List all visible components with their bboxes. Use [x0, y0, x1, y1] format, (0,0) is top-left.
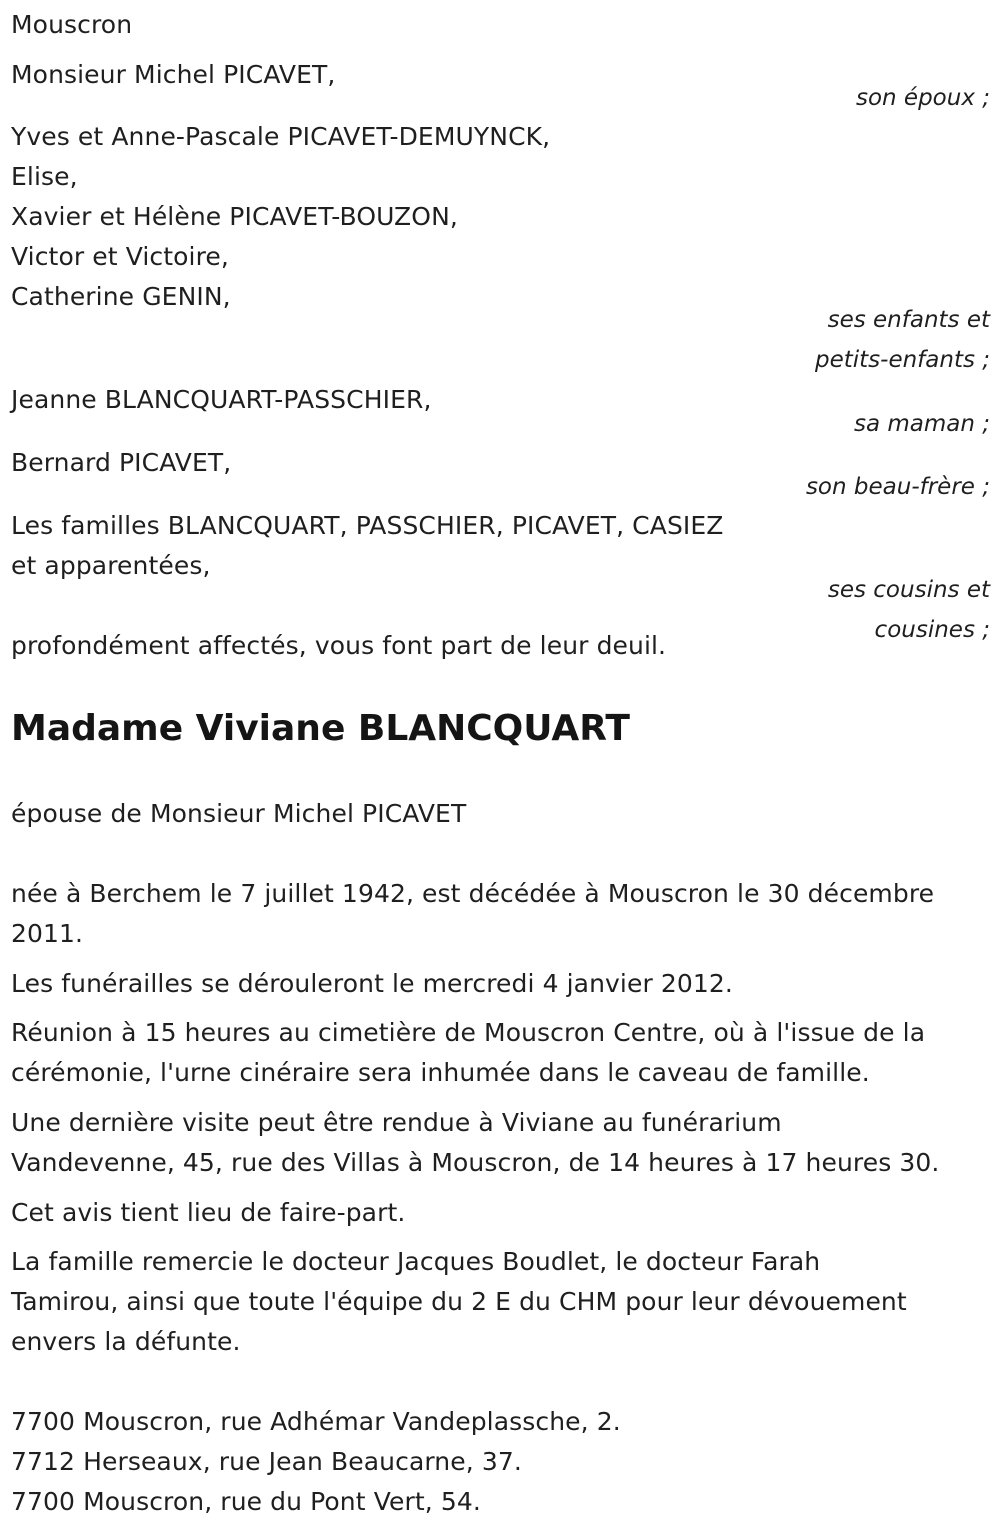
spouse-of-line: épouse de Monsieur Michel PICAVET [11, 799, 467, 828]
children-role-line-1: ses enfants et [827, 307, 990, 333]
brother-in-law-role: son beau-frère ; [805, 474, 990, 500]
meeting-line-1: Réunion à 15 heures au cimetière de Mouscron Centre, où à l'issue de la [11, 1018, 926, 1047]
closing-line: profondément affectés, vous font part de leur deuil. [11, 631, 667, 660]
spouse-name: Monsieur Michel PICAVET, [11, 60, 336, 89]
families-role-line-2: cousines ; [874, 617, 990, 643]
notice-line: Cet avis tient lieu de faire-part. [11, 1198, 406, 1227]
child-line-5: Catherine GENIN, [11, 282, 231, 311]
visit-line-1: Une dernière visite peut être rendue à Viviane au funérarium [11, 1108, 782, 1137]
location-heading: Mouscron [11, 10, 133, 39]
address-line-1: 7700 Mouscron, rue Adhémar Vandeplassche, 2. [11, 1407, 621, 1436]
thanks-line-1: La famille remercie le docteur Jacques Boudlet, le docteur Farah [11, 1247, 821, 1276]
child-line-1: Yves et Anne-Pascale PICAVET-DEMUYNCK, [11, 122, 551, 151]
brother-in-law-name: Bernard PICAVET, [11, 448, 232, 477]
child-line-3: Xavier et Hélène PICAVET-BOUZON, [11, 202, 458, 231]
families-role-line-1: ses cousins et [827, 577, 990, 603]
address-line-3: 7700 Mouscron, rue du Pont Vert, 54. [11, 1487, 481, 1516]
address-line-2: 7712 Herseaux, rue Jean Beaucarne, 37. [11, 1447, 522, 1476]
birth-death-line-1: née à Berchem le 7 juillet 1942, est décédée à Mouscron le 30 décembre [11, 879, 935, 908]
mother-role: sa maman ; [853, 411, 990, 437]
deceased-name: Madame Viviane BLANCQUART [11, 708, 630, 749]
thanks-line-2: Tamirou, ainsi que toute l'équipe du 2 E du CHM pour leur dévouement [11, 1287, 907, 1316]
families-line-1: Les familles BLANCQUART, PASSCHIER, PICAVET, CASIEZ [11, 511, 724, 540]
visit-line-2: Vandevenne, 45, rue des Villas à Mouscron, de 14 heures à 17 heures 30. [11, 1148, 940, 1177]
meeting-line-2: cérémonie, l'urne cinéraire sera inhumée dans le caveau de famille. [11, 1058, 870, 1087]
child-line-2: Elise, [11, 162, 78, 191]
spouse-role: son époux ; [855, 85, 990, 111]
children-role-line-2: petits-enfants ; [814, 347, 990, 373]
birth-death-line-2: 2011. [11, 919, 84, 948]
funeral-line: Les funérailles se dérouleront le mercredi 4 janvier 2012. [11, 969, 733, 998]
child-line-4: Victor et Victoire, [11, 242, 229, 271]
families-line-2: et apparentées, [11, 551, 211, 580]
thanks-line-3: envers la défunte. [11, 1327, 241, 1356]
mother-name: Jeanne BLANCQUART-PASSCHIER, [11, 385, 432, 414]
